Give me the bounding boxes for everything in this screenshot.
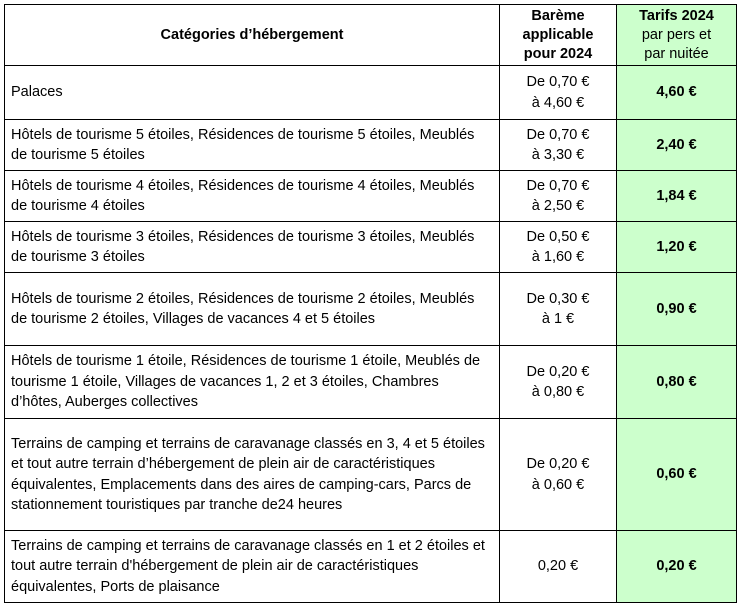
category-cell: Hôtels de tourisme 4 étoiles, Résidences de tourisme 4 étoiles, Meublés de tourisme 4 étoiles: [5, 171, 500, 222]
bareme-cell: [500, 273, 617, 346]
bareme-from: De 0,70 €: [526, 74, 590, 90]
category-cell: Hôtels de tourisme 3 étoiles, Résidences de tourisme 3 étoiles, Meublés de tourisme 3 étoiles: [5, 222, 500, 273]
bareme-from: 0,20 €: [537, 558, 579, 575]
header-tarifs: [617, 5, 737, 66]
tarif-cell: 0,80 €: [617, 346, 737, 419]
table-row: [5, 346, 737, 419]
bareme-to: à 0,60 €: [531, 476, 585, 493]
category-cell: Hôtels de tourisme 2 étoiles, Résidences de tourisme 2 étoiles, Meublés de tourisme 2 étoiles, Villages de vacances 4 et 5 étoiles: [5, 273, 500, 346]
bareme-to: à 4,60 €: [531, 94, 585, 111]
header-tarifs-sub2: par nuitée: [644, 45, 709, 62]
bareme-from: De 0,70 €: [526, 126, 590, 143]
category-cell: Hôtels de tourisme 1 étoile, Résidences de tourisme 1 étoile, Meublés de tourisme 1 étoile, Villages de vacances 1, 2 et 3 étoiles, Chambres d’hôtes, Auberges collectives: [5, 346, 500, 419]
header-tarifs-sub1: par pers et: [641, 26, 712, 43]
category-cell: Terrains de camping et terrains de caravanage classés en 1 et 2 étoiles et tout autre terrain d'hébergement de plein air de caractéristiques équivalentes, Ports de plaisance: [5, 531, 500, 603]
bareme-cell: [500, 419, 617, 531]
bareme-to: à 0,80 €: [531, 384, 585, 400]
tarif-cell: 0,20 €: [617, 531, 737, 603]
header-tarifs-title: Tarifs 2024: [639, 7, 714, 24]
tarifs-table: [4, 4, 737, 603]
table-row: [5, 222, 737, 273]
table-row: [5, 120, 737, 171]
category-cell: Palaces: [5, 66, 500, 120]
category-cell: Terrains de camping et terrains de caravanage classés en 3, 4 et 5 étoiles et tout autre terrain d’hébergement de plein air de caractéristiques équivalentes, Emplacements dans des aires de camping-cars, Parcs de stationnement touristiques par tranche de24 heures: [5, 419, 500, 531]
tarif-cell: 0,90 €: [617, 273, 737, 346]
bareme-to: à 2,50 €: [531, 198, 585, 214]
bareme-cell: [500, 222, 617, 273]
bareme-from: De 0,20 €: [526, 456, 590, 472]
bareme-to: à 1 €: [541, 311, 575, 327]
category-cell: Hôtels de tourisme 5 étoiles, Résidences de tourisme 5 étoiles, Meublés de tourisme 5 étoiles: [5, 120, 500, 171]
bareme-to: à 3,30 €: [531, 147, 585, 163]
bareme-cell: [500, 66, 617, 120]
header-bareme: [500, 5, 617, 66]
tarif-cell: 4,60 €: [617, 66, 737, 120]
tarif-cell: 1,20 €: [617, 222, 737, 273]
tarif-cell: 2,40 €: [617, 120, 737, 171]
bareme-cell: [500, 171, 617, 222]
bareme-from: De 0,20 €: [526, 363, 590, 380]
table-row: [5, 531, 737, 603]
header-row: [5, 5, 737, 66]
header-bareme-line2: applicable: [522, 26, 594, 43]
bareme-from: De 0,30 €: [526, 290, 590, 307]
table-row: [5, 171, 737, 222]
bareme-cell: [500, 531, 617, 603]
bareme-cell: [500, 120, 617, 171]
bareme-to: à 1,60 €: [531, 249, 585, 265]
table-row: [5, 419, 737, 531]
tarif-cell: 0,60 €: [617, 419, 737, 531]
bareme-from: De 0,50 €: [526, 228, 590, 245]
bareme-from: De 0,70 €: [526, 177, 590, 194]
table-row: [5, 66, 737, 120]
table-row: [5, 273, 737, 346]
header-bareme-line3: pour 2024: [523, 45, 593, 62]
bareme-cell: [500, 346, 617, 419]
tarif-cell: 1,84 €: [617, 171, 737, 222]
header-bareme-line1: Barème: [531, 7, 585, 24]
header-categories: Catégories d’hébergement: [5, 5, 500, 66]
